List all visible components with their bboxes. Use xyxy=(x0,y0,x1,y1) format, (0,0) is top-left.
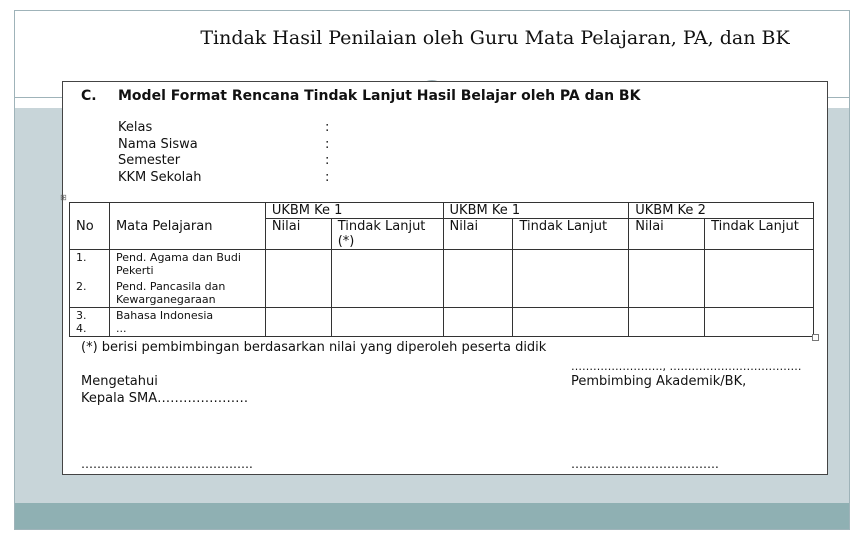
field-colon: : xyxy=(325,137,330,152)
field-colon: : xyxy=(325,170,330,185)
sign-left-title: Kepala SMA………………… xyxy=(81,391,249,406)
score-cell xyxy=(265,250,331,308)
document-image xyxy=(62,81,828,475)
field-label-kkm: KKM Sekolah xyxy=(118,170,202,185)
section-letter: C. xyxy=(81,88,97,104)
section-title: Model Format Rencana Tindak Lanjut Hasil Belajar oleh PA dan BK xyxy=(118,88,641,104)
sign-right-title: Pembimbing Akademik/BK, xyxy=(571,374,747,389)
followup-cell xyxy=(331,250,443,308)
row-number: 1. xyxy=(76,251,87,264)
place-date-dots: ……………………., ……………………………… xyxy=(571,360,802,373)
row-number-cell xyxy=(70,308,110,337)
score-cell xyxy=(629,308,705,337)
table-anchor-icon: ⊞ xyxy=(60,193,67,202)
table-header-row xyxy=(70,203,814,219)
score-cell xyxy=(629,250,705,308)
col-header-nilai: Nilai xyxy=(629,219,705,250)
subject-name: Pend. Agama dan Budi Pekerti xyxy=(115,251,241,277)
followup-cell xyxy=(513,250,629,308)
followup-cell xyxy=(513,308,629,337)
score-cell xyxy=(443,308,513,337)
row-number: 2. xyxy=(76,280,87,293)
signature-line-right: ………………………………. xyxy=(571,457,719,471)
field-colon: : xyxy=(325,120,330,135)
score-cell xyxy=(443,250,513,308)
row-number: 4. xyxy=(76,322,87,335)
col-header-tindak-lanjut: Tindak Lanjut (*) xyxy=(331,219,443,250)
score-cell xyxy=(265,308,331,337)
subject-cell xyxy=(109,250,265,308)
ukbm-header: UKBM Ke 2 xyxy=(629,203,814,219)
subject-name: ... xyxy=(115,322,127,335)
table-row xyxy=(70,308,814,337)
footnote: (*) berisi pembimbingan berdasarkan nilai yang diperoleh peserta didik xyxy=(81,340,547,355)
row-number: 3. xyxy=(76,309,87,322)
followup-cell xyxy=(705,308,814,337)
table-resize-handle[interactable] xyxy=(812,334,819,341)
row-number-cell xyxy=(70,250,110,308)
subject-name: Bahasa Indonesia xyxy=(115,309,214,322)
field-label-nama-siswa: Nama Siswa xyxy=(118,137,198,152)
col-header-nilai: Nilai xyxy=(265,219,331,250)
table-row xyxy=(70,250,814,308)
plan-table xyxy=(69,202,814,337)
col-header-no: No xyxy=(70,203,110,250)
col-header-tindak-lanjut: Tindak Lanjut xyxy=(513,219,629,250)
subject-cell xyxy=(109,308,265,337)
col-header-tindak-lanjut: Tindak Lanjut xyxy=(705,219,814,250)
ukbm-header: UKBM Ke 1 xyxy=(265,203,443,219)
field-label-semester: Semester xyxy=(118,153,181,168)
followup-cell xyxy=(331,308,443,337)
followup-cell xyxy=(705,250,814,308)
footer-band xyxy=(15,503,849,529)
field-label-kelas: Kelas xyxy=(118,120,153,135)
col-header-subject: Mata Pelajaran xyxy=(109,203,265,250)
page-title: Tindak Hasil Penilaian oleh Guru Mata Pelajaran, PA, dan BK xyxy=(200,27,790,49)
col-header-nilai: Nilai xyxy=(443,219,513,250)
subject-name: Pend. Pancasila dan Kewarganegaraan xyxy=(115,280,226,306)
sign-left-label: Mengetahui xyxy=(81,374,158,389)
signature-line-left: ……………………………………. xyxy=(81,457,253,471)
field-colon: : xyxy=(325,153,330,168)
ukbm-header: UKBM Ke 1 xyxy=(443,203,629,219)
